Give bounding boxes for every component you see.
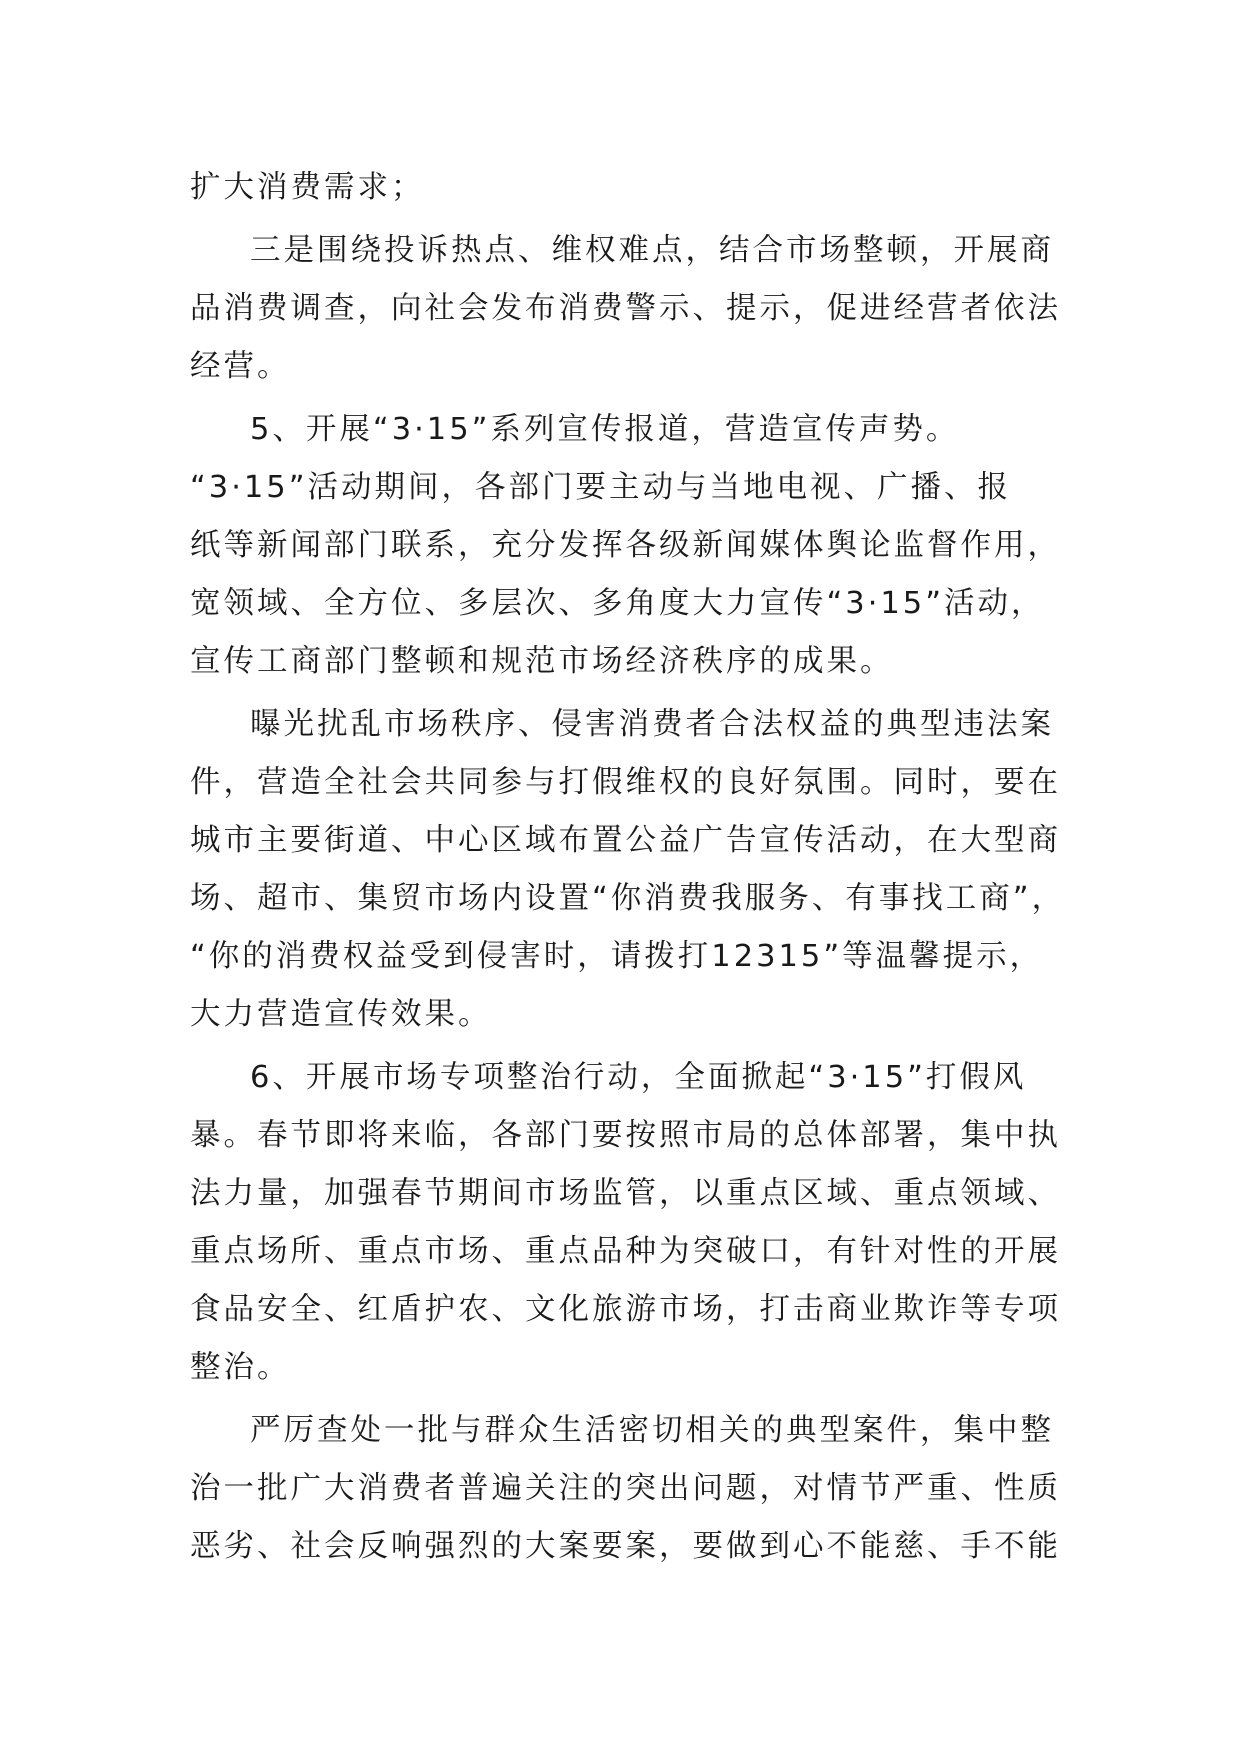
text-line: 食品安全、红盾护农、文化旅游市场，打击商业欺诈等专项: [190, 1292, 1061, 1327]
paragraph-4: [190, 696, 1090, 1044]
text-line: 恶劣、社会反响强烈的大案要案，要做到心不能慈、手不能: [190, 1529, 1061, 1564]
text-line: 城市主要街道、中心区域布置公益广告宣传活动，在大型商: [190, 823, 1061, 858]
text-line: 经营。: [190, 349, 291, 384]
text-line: 暴。春节即将来临，各部门要按照市局的总体部署，集中执: [190, 1118, 1061, 1153]
body-text: [190, 159, 1090, 1576]
text-line: 品消费调查，向社会发布消费警示、提示，促进经营者依法: [190, 291, 1061, 326]
text-line: 整治。: [190, 1350, 291, 1385]
text-line: “3·15”活动期间，各部门要主动与当地电视、广播、报: [190, 470, 1012, 505]
paragraph-5: [190, 1049, 1090, 1397]
text-line: 大力营造宣传效果。: [190, 997, 492, 1032]
paragraph-6: [190, 1402, 1090, 1576]
paragraph-1: [190, 159, 1090, 217]
text-line: “你的消费权益受到侵害时，请拨打12315”等温馨提示，: [190, 939, 1044, 974]
text-line: 严厉查处一批与群众生活密切相关的典型案件，集中整: [250, 1413, 1054, 1448]
text-line: 纸等新闻部门联系，充分发挥各级新闻媒体舆论监督作用，: [190, 528, 1061, 563]
text-line: 扩大消费需求；: [190, 170, 425, 205]
text-line: 6、开展市场专项整治行动，全面掀起“3·15”打假风: [250, 1060, 1027, 1095]
text-line: 曝光扰乱市场秩序、侵害消费者合法权益的典型违法案: [250, 707, 1054, 742]
text-line: 场、超市、集贸市场内设置“你消费我服务、有事找工商”，: [190, 881, 1066, 916]
text-line: 宽领域、全方位、多层次、多角度大力宣传“3·15”活动，: [190, 586, 1045, 621]
text-line: 重点场所、重点市场、重点品种为突破口，有针对性的开展: [190, 1234, 1061, 1269]
text-line: 件，营造全社会共同参与打假维权的良好氛围。同时，要在: [190, 765, 1061, 800]
paragraph-2: [190, 222, 1090, 396]
text-line: 法力量，加强春节期间市场监管，以重点区域、重点领域、: [190, 1176, 1061, 1211]
text-line: 治一批广大消费者普遍关注的突出问题，对情节严重、性质: [190, 1471, 1061, 1506]
paragraph-3: [190, 401, 1090, 691]
text-line: 5、开展“3·15”系列宣传报道，营造宣传声势。: [250, 412, 960, 447]
text-line: 宣传工商部门整顿和规范市场经济秩序的成果。: [190, 644, 894, 679]
text-line: 三是围绕投诉热点、维权难点，结合市场整顿，开展商: [250, 233, 1054, 268]
